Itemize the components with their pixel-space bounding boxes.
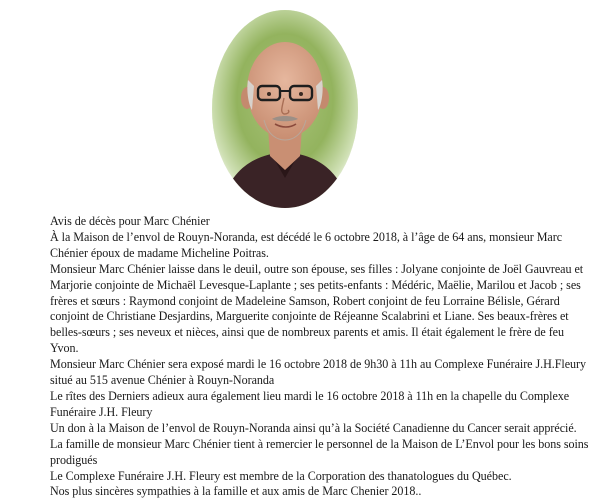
- notice-paragraph-sympathies: Nos plus sincères sympathies à la famille et aux amis de Marc Chenier 2018..: [50, 484, 422, 499]
- portrait-photo: [212, 10, 358, 208]
- notice-paragraph-donation: Un don à la Maison de l’envol de Rouyn-Noranda ainsi qu’à la Société Canadienne du Cancer serait apprécié.: [50, 420, 577, 435]
- portrait-icon: [212, 10, 358, 208]
- notice-paragraph-visitation: Monsieur Marc Chénier sera exposé mardi le 16 octobre 2018 de 9h30 à 11h au Complexe Funéraire J.H.Fleury situé au 515 avenue Chénier à Rouyn-Noranda: [50, 357, 587, 388]
- notice-paragraph-family: Monsieur Marc Chénier laisse dans le deuil, outre son épouse, ses filles : Jolyane conjointe de Joël Gauvreau et Marjorie conjointe de Michaël Levesque-Laplante ; ses petits-enfants : Médéric, Maëlie, Marilou et Jacob ; ses frères et sœurs : Raymond conjoint de Madeleine Samson, Robert conjoint de feu Lorraine Bélisle, Gérard conjoint de Christiane Desjardins, Marguerite conjointe de Réjeanne Scalabrini et Liane. Ses beaux-frères et belles-sœurs ; ses neveux et nièces, ainsi que de nombreux parents et amis. Il était également le frère de feu Yvon.: [50, 261, 584, 356]
- death-notice: [50, 214, 590, 500]
- notice-heading: Avis de décès pour Marc Chénier: [50, 214, 210, 228]
- notice-paragraph-announcement: À la Maison de l’envol de Rouyn-Noranda, est décédé le 6 octobre 2018, à l’âge de 64 ans, monsieur Marc Chénier époux de madame Micheline Poitras.: [50, 229, 563, 260]
- notice-paragraph-ceremony: Le rîtes des Derniers adieux aura également lieu mardi le 16 octobre 2018 à 11h en la chapelle du Complexe Funéraire J.H. Fleury: [50, 388, 570, 419]
- notice-paragraph-funeral-home: Le Complexe Funéraire J.H. Fleury est membre de la Corporation des thanatologues du Québec.: [50, 468, 512, 483]
- notice-paragraph-thanks: La famille de monsieur Marc Chénier tient à remercier le personnel de la Maison de L’Envol pour les bons soins prodigués: [50, 436, 589, 467]
